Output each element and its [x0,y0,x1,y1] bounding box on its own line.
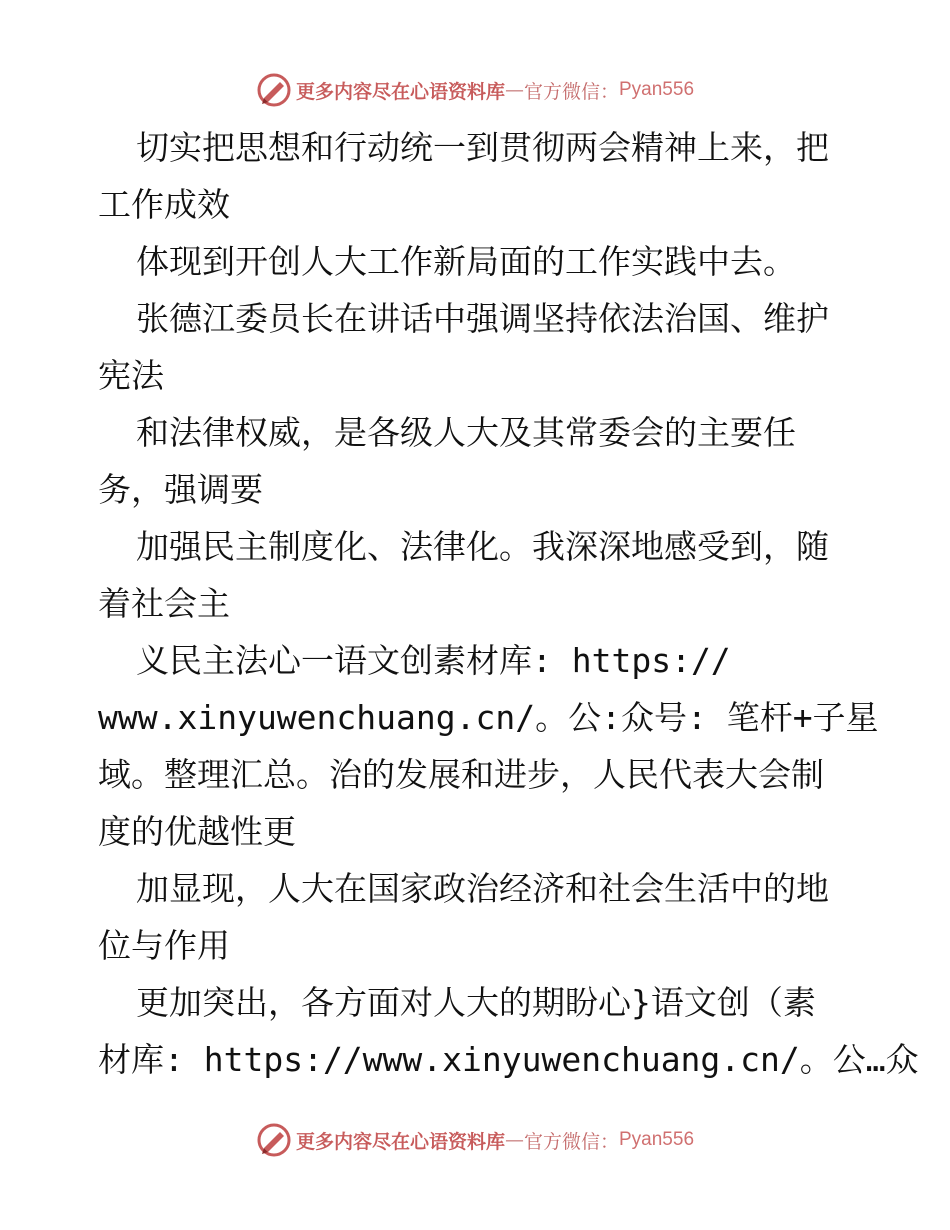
watermark-brand: 更多内容尽在心语资料库 [295,1130,505,1153]
text-line: 宪法 [98,356,164,395]
watermark-header [0,70,950,110]
watermark-handle: Pyan556 [619,79,695,100]
text-line: 位与作用 [98,926,230,965]
text-line: 加强民主制度化、法律化。我深深地感受到，随 [136,527,829,566]
watermark-separator: — [504,79,524,101]
text-line: 材库: https://www.xinyuwenchuang.cn/。公…众 [98,1040,919,1079]
text-line: 务，强调要 [98,470,263,509]
text-line: 更加突出，各方面对人大的期盼心}语文创（素 [136,983,816,1022]
pen-logo-icon [256,1122,292,1158]
text-line: www.xinyuwenchuang.cn/。公:众号: 笔杆+子星 [98,698,879,737]
watermark-separator: — [504,1129,524,1151]
text-line: 张德江委员长在讲话中强调坚持依法治国、维护 [136,299,829,338]
watermark-handle: Pyan556 [619,1129,695,1150]
text-line: 加显现，人大在国家政治经济和社会生活中的地 [136,869,829,908]
watermark-slogan: 官方微信： [523,1130,619,1153]
text-line: 着社会主 [98,584,230,623]
text-line: 度的优越性更 [98,812,296,851]
text-line: 义民主法心一语文创素材库: https:// [136,641,731,680]
text-line: 和法律权威，是各级人大及其常委会的主要任 [136,413,796,452]
document-body [98,119,919,1088]
text-line: 体现到开创人大工作新局面的工作实践中去。 [136,242,796,281]
watermark-footer [0,1120,950,1160]
watermark-brand: 更多内容尽在心语资料库 [295,80,505,103]
text-line: 切实把思想和行动统一到贯彻两会精神上来，把 [136,128,829,167]
watermark-slogan: 官方微信： [523,80,619,103]
text-line: 域。整理汇总。治的发展和进步，人民代表大会制 [98,755,824,794]
pen-logo-icon [256,72,292,108]
text-line: 工作成效 [98,185,230,224]
